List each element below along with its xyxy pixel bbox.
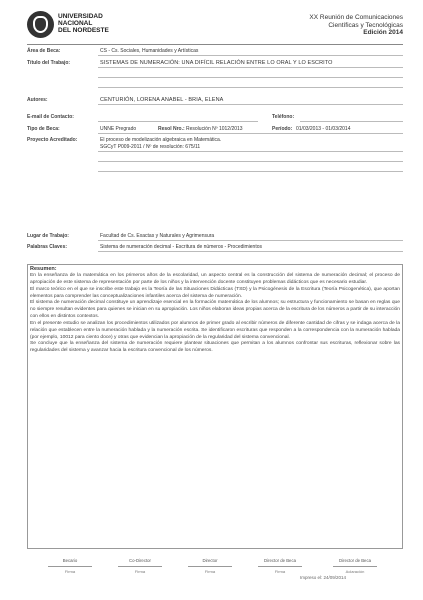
area-label: Área de Beca: <box>27 48 61 54</box>
title-underline-3 <box>98 87 403 88</box>
signature-label-codirector: Co-Director <box>129 558 151 563</box>
project-underline-2 <box>98 161 403 162</box>
signature-label-director: Director <box>202 558 218 563</box>
event-header <box>309 14 403 37</box>
signature-line-codirector <box>118 566 162 567</box>
university-logo <box>27 11 54 38</box>
signature-sub-director: Firma <box>204 569 216 574</box>
keywords-label: Palabras Claves: <box>27 244 68 250</box>
signature-sub-becario: Firma <box>64 569 76 574</box>
title-value: SISTEMAS DE NUMERACIÓN: UNA DIFÍCIL RELACIÓN ENTRE LO ORAL Y LO ESCRITO <box>100 60 333 66</box>
authors-value: CENTURIÓN, LORENA ANABEL - BRIA, ELENA <box>100 97 224 103</box>
university-name-line2: NACIONAL <box>58 20 93 28</box>
type-value: UNNE Pregrado <box>100 126 137 132</box>
signature-line-director <box>188 566 232 567</box>
project-underline-3 <box>98 171 403 172</box>
project-value-line1: El proceso de modelización algebraica en Matemática. <box>100 137 222 143</box>
abstract-text: En la enseñanza de la matemática en los primeros años de la escolaridad, un aspecto central es la construcción del sistema de numeración decimal; el proceso de apropiación de este sistema de representación por parte de los niños y la intervención docente constituyen problemas didácticos que es necesario estudiar. El marco teórico en el que se inscribe este trabajo es la Teoría de las Situaciones Didácticas (TSD) y la Psicogénesis de la Escritura (Teoría Psicogenética), que aportan elementos para comprender las conceptualizaciones infantiles acerca del sistema de numeración. El sistema de numeración decimal constituye un aprendizaje esencial en la formación matemática de los alumnos; su estructura y funcionamiento se basan en reglas que no siempre resultan evidentes para quienes se inician en su apropiación. Los niños elaboran ideas propias acerca de la escritura de los números a partir de su interacción con ellos en distintos contextos. En el presente estudio se analizan los procedimientos utilizados por alumnos de primer grado al escribir números de diferente cantidad de cifras y se indaga acerca de la relación que establecen entre la numeración hablada y la numeración escrita. Se identificaron escrituras que responden a la correspondencia con la numeración hablada (por ejemplo, 10012 para ciento doce) y otras que evidencian la apropiación de la regularidad del sistema convencional. Se concluye que la enseñanza del sistema de numeración requiere plantear situaciones que permitan a los alumnos confrontar sus escrituras, reflexionar sobre las regularidades del sistema y avanzar hacia la escritura convencional de los números. <box>30 273 400 354</box>
period-value: 01/03/2013 - 01/03/2014 <box>296 126 351 132</box>
area-underline <box>98 55 403 56</box>
title-label: Título del Trabajo: <box>27 60 71 66</box>
signature-sub-director-beca: Firma <box>274 569 286 574</box>
signature-label-director-beca: Director de Beca <box>263 558 296 563</box>
place-label: Lugar de Trabajo: <box>27 233 69 239</box>
university-name-line1: UNIVERSIDAD <box>58 13 103 20</box>
place-value: Facultad de Cs. Exactas y Naturales y Agrimensura <box>100 233 215 239</box>
period-label: Período: <box>272 126 293 132</box>
event-title: XX Reunión de Comunicaciones <box>309 14 403 21</box>
event-edition: Edición 2014 <box>363 29 403 36</box>
authors-label: Autores: <box>27 97 48 103</box>
signature-sub-codirector: Firma <box>134 569 146 574</box>
print-date: Impreso el: 24/09/2014 <box>300 575 347 580</box>
university-name <box>58 13 109 35</box>
signature-sub-aclaracion: Aclaración <box>345 569 365 574</box>
university-name-line3: DEL NORDESTE <box>58 27 109 35</box>
signature-label-aclaracion: Director de Beca <box>338 558 371 563</box>
area-value: CS - Cs. Sociales, Humanidades y Artísticas <box>100 48 199 54</box>
title-underline <box>98 67 403 68</box>
phone-label: Teléfono: <box>272 114 295 120</box>
signature-line-becario <box>48 566 92 567</box>
phone-underline <box>300 121 403 122</box>
project-label: Proyecto Acreditado: <box>27 137 78 143</box>
keywords-underline <box>98 251 403 252</box>
title-underline-2 <box>98 77 403 78</box>
resol-label: Resol Nro.: <box>158 126 185 132</box>
resol-value: Resolución Nº 1012/2013 <box>186 126 243 132</box>
signature-line-aclaracion <box>333 566 377 567</box>
signature-line-director-beca <box>258 566 302 567</box>
place-underline <box>98 240 403 241</box>
signature-label-becario: Becario <box>62 558 78 563</box>
project-underline <box>98 151 403 152</box>
keywords-value: Sistema de numeración decimal - Escritura de números - Procedimientos <box>100 244 263 250</box>
type-label: Tipo de Beca: <box>27 126 60 132</box>
header-divider <box>27 44 403 45</box>
event-subtitle: Científicas y Tecnológicas <box>328 21 403 29</box>
email-label: E-mail de Contacto: <box>27 114 74 120</box>
project-value-line2: SGCyT P009-2011 / Nº de resolución: 675/11 <box>100 144 201 150</box>
type-underline <box>98 133 403 134</box>
authors-underline <box>98 104 403 105</box>
abstract-title: Resumen: <box>30 266 57 272</box>
email-underline <box>98 121 258 122</box>
